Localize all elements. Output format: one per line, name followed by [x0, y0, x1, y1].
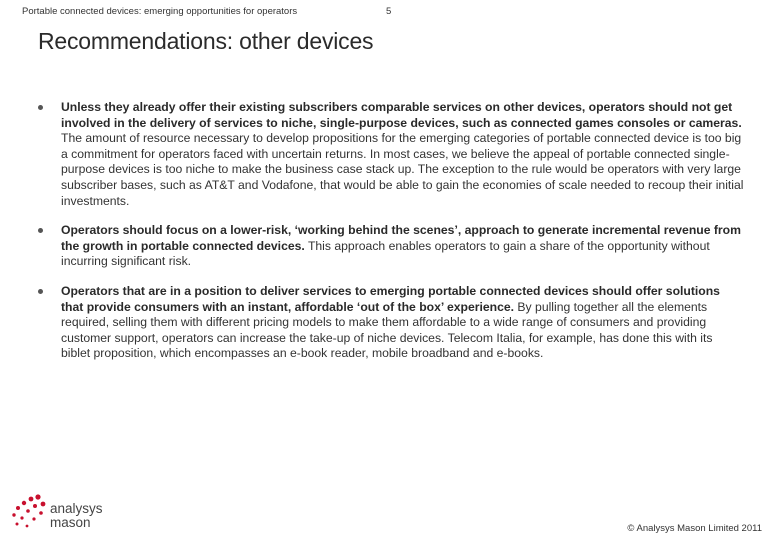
bullet-icon — [38, 289, 43, 294]
bullet-body-text: By pulling together all the elements required, selling them with different pricing models to make them affordable to a wide range of consumers and providing customer support, operators can increase the take-up of niche devices. Telecom Italia, for example, has done this with its biblet proposition, which encompasses an e-book reader, mobile broadband and e-books. — [61, 299, 713, 361]
company-logo — [8, 493, 118, 533]
list-item — [38, 284, 744, 362]
recommendations-list — [38, 100, 744, 376]
logo-dots-icon — [8, 493, 50, 533]
logo-text-line1: analysys — [50, 501, 103, 516]
bullet-icon — [38, 228, 43, 233]
list-item — [38, 223, 744, 270]
page-number: 5 — [386, 6, 392, 17]
bullet-body-text: This approach enables operators to gain a share of the opportunity without incurring significant risk. — [61, 238, 710, 269]
bullet-bold-text: Unless they already offer their existing subscribers comparable services on other devices, operators should not get involved in the delivery of services to niche, single-purpose devices, such as connected games consoles or cameras. — [61, 100, 742, 130]
logo-text-line2: mason — [50, 515, 91, 530]
bullet-bold-text: Operators that are in a position to deliver services to emerging portable connected devices should offer solutions that provide consumers with an instant, affordable ‘out of the box’ experience. — [61, 283, 720, 314]
bullet-bold-text: Operators should focus on a lower-risk, ‘working behind the scenes’, approach to generate incremental revenue from the growth in portable connected devices. — [61, 223, 741, 253]
list-item — [38, 100, 744, 209]
page-title: Recommendations: other devices — [38, 28, 374, 54]
bullet-icon — [38, 105, 43, 110]
document-title-header: Portable connected devices: emerging opportunities for operators — [22, 6, 298, 17]
bullet-body-text: The amount of resource necessary to develop propositions for the emerging categories of portable connected device is too big a commitment for operators faced with uncertain returns. In most cases, we believe the appeal of portable connected single-purpose devices is too niche to make the business case stack up. The exception to the rule would be operators with very large subscriber bases, such as AT&T and Vodafone, that would be able to gain the economies of scale needed to recoup their initial investments. — [61, 131, 744, 208]
copyright-footer: © Analysys Mason Limited 2011 — [627, 523, 762, 534]
